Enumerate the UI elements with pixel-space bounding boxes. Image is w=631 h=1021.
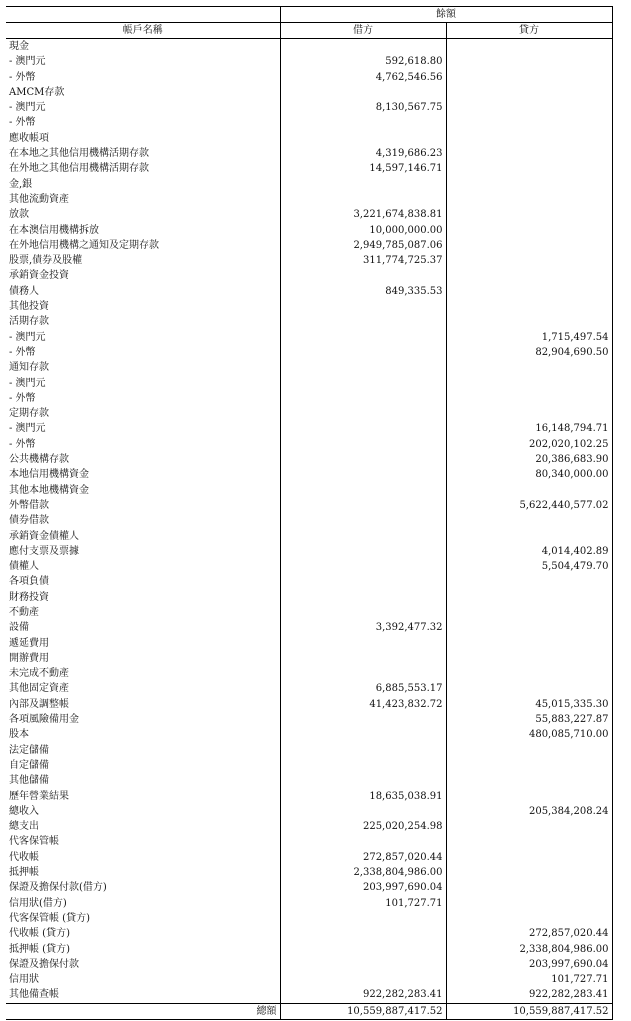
credit-cell	[446, 70, 612, 85]
debit-cell	[280, 605, 446, 620]
account-name-cell: 歷年營業結果	[9, 790, 69, 802]
credit-cell	[446, 758, 612, 773]
table-row	[6, 529, 612, 544]
credit-cell	[446, 789, 612, 804]
debit-cell: 592,618.80	[280, 54, 446, 69]
credit-cell: 205,384,208.24	[446, 804, 612, 819]
debit-cell	[280, 972, 446, 987]
table-row	[6, 942, 612, 957]
credit-cell: 4,014,402.89	[446, 544, 612, 559]
debit-cell	[280, 131, 446, 146]
account-name-cell: 各項負債	[9, 576, 49, 588]
debit-cell	[280, 727, 446, 742]
table-row	[6, 284, 612, 299]
table-row	[6, 743, 612, 758]
account-name-cell: 法定儲備	[9, 744, 49, 756]
table-row	[6, 131, 612, 146]
table-row	[6, 207, 612, 222]
credit-cell	[446, 177, 612, 192]
account-name-cell: - 澳門元	[9, 56, 46, 68]
account-name-cell: - 澳門元	[9, 377, 46, 389]
credit-cell	[446, 911, 612, 926]
account-name-cell: 抵押帳 (貸方)	[9, 943, 70, 955]
table-row	[6, 330, 612, 345]
debit-cell: 225,020,254.98	[280, 819, 446, 834]
debit-cell	[280, 911, 446, 926]
debit-cell	[280, 421, 446, 436]
account-name-cell: 保證及擔保付款(借方)	[9, 882, 107, 894]
account-name-cell: 設備	[9, 622, 29, 634]
account-name-cell: 其他投資	[9, 301, 49, 313]
table-row	[6, 437, 612, 452]
account-name-cell: 債權人	[9, 561, 39, 573]
credit-cell	[446, 223, 612, 238]
table-row	[6, 70, 612, 85]
debit-cell: 14,597,146.71	[280, 161, 446, 176]
table-row	[6, 544, 612, 559]
debit-cell	[280, 498, 446, 513]
credit-cell	[446, 620, 612, 635]
table-row	[6, 773, 612, 788]
table-row	[6, 574, 612, 589]
credit-cell	[446, 651, 612, 666]
account-name-cell: 外幣借款	[9, 499, 49, 511]
total-label: 總額	[6, 1003, 280, 1019]
account-name-cell: 遞延費用	[9, 637, 49, 649]
credit-cell	[446, 360, 612, 375]
table-row	[6, 926, 612, 941]
debit-cell: 10,000,000.00	[280, 223, 446, 238]
account-name-cell: - 外幣	[9, 117, 36, 129]
account-name-header: 帳戶名稱	[6, 23, 280, 39]
credit-cell: 80,340,000.00	[446, 467, 612, 482]
account-name-cell: 現金	[9, 41, 29, 52]
account-name-cell: - 澳門元	[9, 102, 46, 114]
debit-cell	[280, 467, 446, 482]
credit-cell: 82,904,690.50	[446, 345, 612, 360]
account-name-cell: 代客保管帳 (貸方)	[9, 912, 90, 924]
account-name-cell: 各項風險備用金	[9, 714, 79, 726]
credit-cell	[446, 483, 612, 498]
debit-cell: 203,997,690.04	[280, 880, 446, 895]
table-row	[6, 819, 612, 834]
account-name-cell: 活期存款	[9, 316, 49, 328]
credit-cell	[446, 39, 612, 55]
debit-cell	[280, 773, 446, 788]
debit-cell: 3,221,674,838.81	[280, 207, 446, 222]
table-row	[6, 452, 612, 467]
debit-cell: 2,949,785,087.06	[280, 238, 446, 253]
credit-cell	[446, 284, 612, 299]
table-row	[6, 850, 612, 865]
table-row	[6, 758, 612, 773]
table-row	[6, 85, 612, 100]
credit-cell	[446, 391, 612, 406]
credit-cell: 101,727.71	[446, 972, 612, 987]
credit-cell	[446, 299, 612, 314]
debit-cell	[280, 452, 446, 467]
table-row	[6, 651, 612, 666]
credit-cell	[446, 161, 612, 176]
debit-cell	[280, 391, 446, 406]
credit-cell	[446, 529, 612, 544]
table-row	[6, 115, 612, 130]
table-row	[6, 345, 612, 360]
account-name-cell: 承銷資金債權人	[9, 530, 79, 542]
debit-cell	[280, 636, 446, 651]
account-name-cell: 承銷資金投資	[9, 270, 69, 282]
account-name-cell: 抵押帳	[9, 867, 39, 879]
account-name-cell: 代客保管帳	[9, 836, 59, 848]
table-row	[6, 100, 612, 115]
table-row	[6, 467, 612, 482]
account-name-cell: 股票,債券及股權	[9, 255, 83, 267]
debit-cell	[280, 360, 446, 375]
credit-cell	[446, 85, 612, 100]
account-name-cell: 其他備查帳	[9, 989, 59, 1001]
debit-cell	[280, 345, 446, 360]
debit-cell	[280, 926, 446, 941]
credit-cell: 922,282,283.41	[446, 987, 612, 1003]
account-name-cell: 總支出	[9, 821, 39, 833]
credit-cell	[446, 574, 612, 589]
table-row	[6, 376, 612, 391]
debit-cell	[280, 39, 446, 55]
debit-cell	[280, 437, 446, 452]
table-row	[6, 559, 612, 574]
table-row	[6, 636, 612, 651]
credit-cell	[446, 115, 612, 130]
table-row	[6, 391, 612, 406]
account-name-cell: 在本地之其他信用機構活期存款	[9, 148, 149, 160]
account-name-cell: 不動產	[9, 606, 39, 618]
table-row	[6, 972, 612, 987]
debit-cell	[280, 376, 446, 391]
debit-cell: 6,885,553.17	[280, 681, 446, 696]
credit-cell: 45,015,335.30	[446, 697, 612, 712]
table-row	[6, 697, 612, 712]
debit-cell	[280, 834, 446, 849]
debit-cell	[280, 513, 446, 528]
table-row	[6, 39, 612, 55]
account-name-cell: 財務投資	[9, 591, 49, 603]
table-row	[6, 360, 612, 375]
credit-cell	[446, 819, 612, 834]
credit-cell: 16,148,794.71	[446, 421, 612, 436]
account-name-cell: 其他儲備	[9, 775, 49, 787]
debit-cell: 922,282,283.41	[280, 987, 446, 1003]
credit-cell	[446, 590, 612, 605]
debit-cell: 3,392,477.32	[280, 620, 446, 635]
debit-cell	[280, 544, 446, 559]
table-row	[6, 421, 612, 436]
account-name-cell: 通知存款	[9, 362, 49, 374]
debit-cell	[280, 942, 446, 957]
credit-cell	[446, 896, 612, 911]
table-row	[6, 146, 612, 161]
credit-cell	[446, 253, 612, 268]
debit-cell: 272,857,020.44	[280, 850, 446, 865]
debit-cell	[280, 115, 446, 130]
credit-cell	[446, 743, 612, 758]
credit-cell	[446, 605, 612, 620]
debit-cell: 41,423,832.72	[280, 697, 446, 712]
credit-cell	[446, 131, 612, 146]
debit-cell	[280, 177, 446, 192]
debit-cell	[280, 85, 446, 100]
account-name-cell: 內部及調整帳	[9, 698, 69, 710]
account-name-cell: - 外幣	[9, 346, 36, 358]
credit-cell	[446, 100, 612, 115]
ledger-body	[6, 39, 612, 1004]
account-name-cell: 應收帳項	[9, 132, 49, 144]
debit-cell	[280, 483, 446, 498]
debit-cell	[280, 651, 446, 666]
credit-cell	[446, 406, 612, 421]
account-name-cell: 定期存款	[9, 408, 49, 420]
account-name-cell: - 澳門元	[9, 423, 46, 435]
account-name-cell: 其他本地機構資金	[9, 484, 89, 496]
debit-cell: 18,635,038.91	[280, 789, 446, 804]
account-name-cell: 公共機構存款	[9, 454, 69, 466]
table-row	[6, 789, 612, 804]
account-name-cell: 開辦費用	[9, 652, 49, 664]
debit-header: 借方	[280, 23, 446, 39]
credit-cell: 1,715,497.54	[446, 330, 612, 345]
credit-cell: 272,857,020.44	[446, 926, 612, 941]
credit-header: 貸方	[446, 23, 612, 39]
debit-cell	[280, 743, 446, 758]
account-name-cell: 股本	[9, 729, 29, 741]
debit-cell: 4,319,686.23	[280, 146, 446, 161]
debit-cell: 101,727.71	[280, 896, 446, 911]
account-name-cell: 金,銀	[9, 178, 33, 190]
credit-cell	[446, 773, 612, 788]
table-row	[6, 834, 612, 849]
account-name-cell: AMCM存款	[9, 86, 65, 98]
account-name-cell: - 外幣	[9, 71, 36, 83]
debit-cell	[280, 406, 446, 421]
account-name-cell: - 外幣	[9, 392, 36, 404]
credit-cell	[446, 314, 612, 329]
header-row-bottom	[6, 23, 612, 39]
header-row-top	[6, 7, 612, 23]
table-row	[6, 192, 612, 207]
credit-cell	[446, 880, 612, 895]
credit-cell	[446, 268, 612, 283]
debit-cell: 8,130,567.75	[280, 100, 446, 115]
table-row	[6, 406, 612, 421]
table-row	[6, 957, 612, 972]
debit-cell	[280, 559, 446, 574]
table-row	[6, 880, 612, 895]
credit-cell: 2,338,804,986.00	[446, 942, 612, 957]
total-row	[6, 1003, 612, 1019]
table-row	[6, 804, 612, 819]
table-row	[6, 314, 612, 329]
account-name-cell: 自定儲備	[9, 759, 49, 771]
debit-cell: 2,338,804,986.00	[280, 865, 446, 880]
account-name-cell: 在外地信用機構之通知及定期存款	[9, 239, 159, 251]
account-name-cell: 保證及擔保付款	[9, 958, 79, 970]
debit-cell: 4,762,546.56	[280, 70, 446, 85]
account-name-cell: 本地信用機構資金	[9, 469, 89, 481]
credit-cell	[446, 146, 612, 161]
account-name-cell: 代收帳	[9, 851, 39, 863]
table-row	[6, 987, 612, 1003]
debit-cell: 849,335.53	[280, 284, 446, 299]
table-row	[6, 712, 612, 727]
account-name-cell: 未完成不動產	[9, 668, 69, 680]
balance-header: 餘額	[280, 7, 612, 23]
credit-cell	[446, 207, 612, 222]
balance-table	[6, 6, 613, 1020]
table-row	[6, 620, 612, 635]
debit-cell	[280, 957, 446, 972]
table-row	[6, 483, 612, 498]
account-name-cell: 總收入	[9, 805, 39, 817]
account-name-cell: 在外地之其他信用機構活期存款	[9, 163, 149, 175]
account-name-cell: 代收帳 (貸方)	[9, 928, 70, 940]
table-row	[6, 590, 612, 605]
credit-cell: 20,386,683.90	[446, 452, 612, 467]
debit-cell	[280, 804, 446, 819]
table-row	[6, 727, 612, 742]
credit-cell	[446, 865, 612, 880]
total-credit: 10,559,887,417.52	[446, 1003, 612, 1019]
table-row	[6, 666, 612, 681]
credit-cell: 5,622,440,577.02	[446, 498, 612, 513]
total-debit: 10,559,887,417.52	[280, 1003, 446, 1019]
debit-cell	[280, 666, 446, 681]
table-row	[6, 253, 612, 268]
table-row	[6, 238, 612, 253]
table-row	[6, 268, 612, 283]
account-name-cell: 其他固定資產	[9, 683, 69, 695]
account-name-cell: - 外幣	[9, 438, 36, 450]
credit-cell: 5,504,479.70	[446, 559, 612, 574]
credit-cell	[446, 192, 612, 207]
table-row	[6, 498, 612, 513]
table-row	[6, 865, 612, 880]
table-row	[6, 161, 612, 176]
debit-cell	[280, 192, 446, 207]
account-name-cell: 其他流動資產	[9, 193, 69, 205]
credit-cell: 55,883,227.87	[446, 712, 612, 727]
debit-cell	[280, 268, 446, 283]
debit-cell	[280, 299, 446, 314]
debit-cell	[280, 712, 446, 727]
credit-cell	[446, 513, 612, 528]
credit-cell	[446, 376, 612, 391]
account-name-cell: 債券借款	[9, 515, 49, 527]
debit-cell	[280, 574, 446, 589]
account-name-cell: 信用狀	[9, 974, 39, 986]
table-row	[6, 177, 612, 192]
credit-cell	[446, 666, 612, 681]
credit-cell: 202,020,102.25	[446, 437, 612, 452]
table-row	[6, 911, 612, 926]
credit-cell: 203,997,690.04	[446, 957, 612, 972]
account-name-cell: 在本澳信用機構拆放	[9, 224, 99, 236]
account-name-cell: 應付支票及票據	[9, 545, 79, 557]
table-row	[6, 681, 612, 696]
account-name-cell: - 澳門元	[9, 331, 46, 343]
table-row	[6, 223, 612, 238]
table-row	[6, 605, 612, 620]
table-row	[6, 513, 612, 528]
account-name-cell: 信用狀(借方)	[9, 897, 67, 909]
credit-cell	[446, 850, 612, 865]
debit-cell	[280, 529, 446, 544]
credit-cell	[446, 238, 612, 253]
credit-cell	[446, 681, 612, 696]
debit-cell: 311,774,725.37	[280, 253, 446, 268]
table-row	[6, 299, 612, 314]
table-row	[6, 54, 612, 69]
table-row	[6, 896, 612, 911]
credit-cell: 480,085,710.00	[446, 727, 612, 742]
debit-cell	[280, 758, 446, 773]
account-name-cell: 債務人	[9, 285, 39, 297]
debit-cell	[280, 330, 446, 345]
credit-cell	[446, 834, 612, 849]
debit-cell	[280, 314, 446, 329]
debit-cell	[280, 590, 446, 605]
credit-cell	[446, 636, 612, 651]
credit-cell	[446, 54, 612, 69]
account-name-cell: 放款	[9, 209, 29, 221]
